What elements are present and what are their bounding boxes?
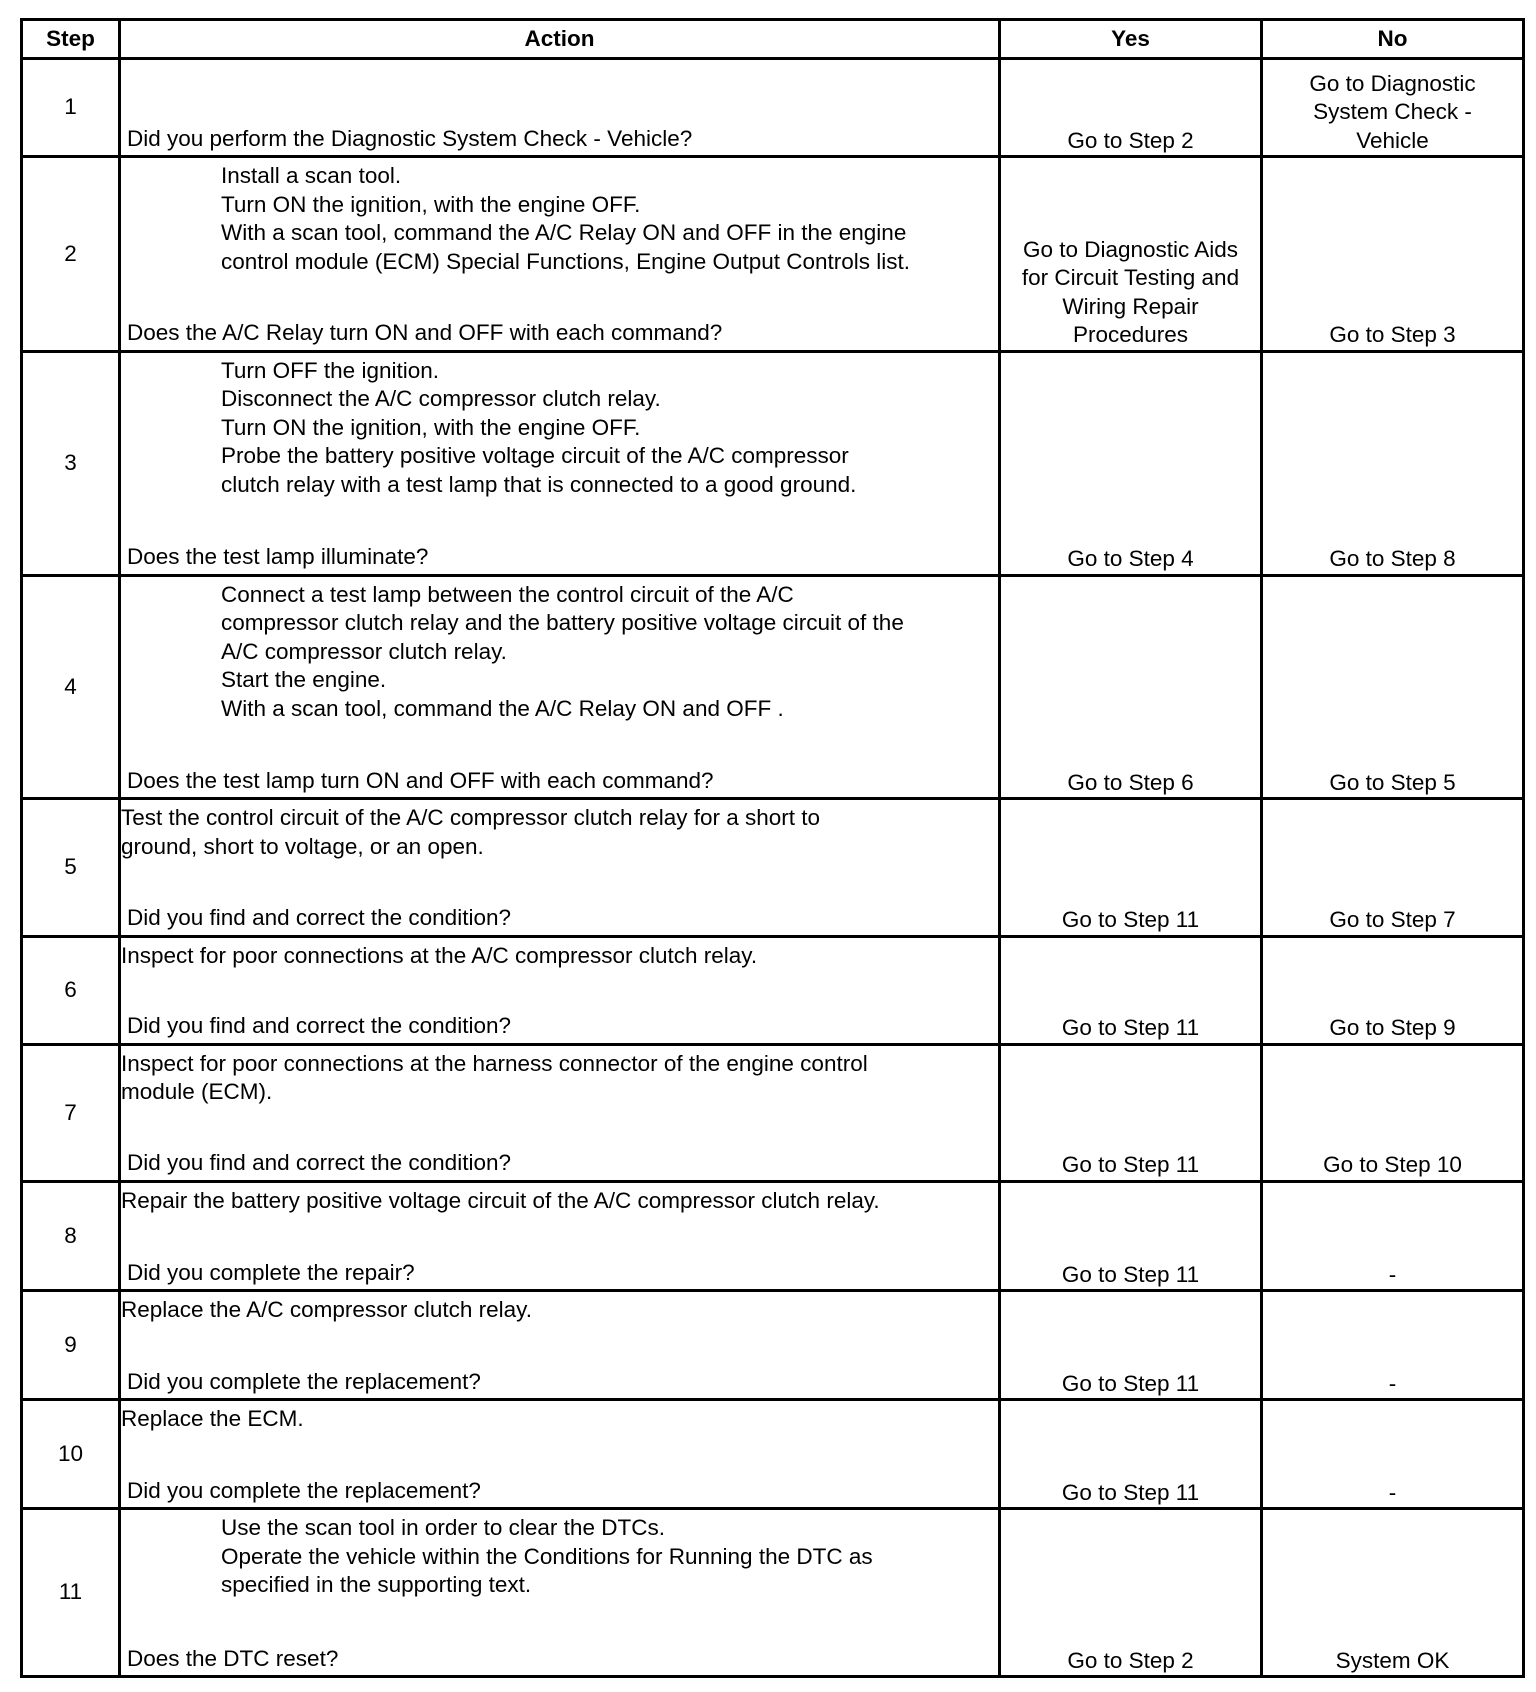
no-result-cell [1262,1509,1524,1677]
action-cell [120,936,1000,1044]
header-step: Step [22,20,120,59]
table-row [22,157,1524,352]
header-no: No [1262,20,1524,59]
yes-result-text: Go to Step 11 [1061,1479,1200,1505]
step-number: 4 [22,575,120,799]
no-result-cell [1262,1181,1524,1290]
action-cell [120,157,1000,352]
no-result-cell [1262,157,1524,352]
yes-result-text: Go to Step 11 [1061,1152,1200,1178]
action-question: Did you complete the repair? [127,1259,415,1285]
action-question: Did you perform the Diagnostic System Check - Vehicle? [127,125,693,151]
table-row [22,1400,1524,1509]
action-cell [120,1400,1000,1509]
diagnostic-table [20,18,1525,1678]
table-row [22,59,1524,157]
no-result-cell [1262,351,1524,575]
yes-result-text: Wiring Repair [1062,293,1199,319]
table-row [22,575,1524,799]
no-result-text: System OK [1335,1647,1450,1673]
action-question: Does the A/C Relay turn ON and OFF with each command? [127,320,723,346]
no-result-text: Go to Diagnostic [1309,70,1476,96]
action-cell [120,1044,1000,1181]
yes-result-cell [1000,157,1262,352]
no-result-text: Vehicle [1356,127,1429,153]
step-number: 2 [22,157,120,352]
action-instructions [121,1510,998,1600]
action-line: ground, short to voltage, or an open. [121,833,484,859]
action-line: Operate the vehicle within the Conditions for Running the DTC as [221,1543,873,1569]
step-number: 11 [22,1509,120,1677]
yes-result-cell [1000,1509,1262,1677]
action-instructions [121,353,998,500]
header-yes: Yes [1000,20,1262,59]
no-result-cell [1262,59,1524,157]
action-question: Does the DTC reset? [127,1645,339,1671]
step-number: 5 [22,799,120,936]
action-question: Does the test lamp illuminate? [127,544,429,570]
action-line: Start the engine. [221,667,387,693]
no-result-text: Go to Step 8 [1329,546,1456,572]
action-question: Did you find and correct the condition? [127,1150,511,1176]
yes-result-cell [1000,1291,1262,1400]
yes-result-cell [1000,1400,1262,1509]
yes-result-text: for Circuit Testing and [1021,265,1240,291]
action-line: A/C compressor clutch relay. [221,638,507,664]
action-cell [120,1291,1000,1400]
action-line: Replace the ECM. [121,1406,304,1432]
header-row [22,20,1524,59]
yes-result-cell [1000,575,1262,799]
action-cell [120,351,1000,575]
no-result-text: Go to Step 7 [1329,907,1456,933]
table-row [22,1291,1524,1400]
table-row [22,936,1524,1044]
table-row [22,1181,1524,1290]
action-line: With a scan tool, command the A/C Relay ON and OFF in the engine [221,220,907,246]
action-instructions [121,577,998,724]
action-instructions [121,1046,998,1107]
action-line: Turn ON the ignition, with the engine OFF. [221,414,641,440]
no-result-text: System Check - [1313,99,1472,125]
action-question: Did you find and correct the condition? [127,1013,511,1039]
no-result-text: Go to Step 9 [1329,1015,1456,1041]
action-cell [120,59,1000,157]
no-result-text: - [1388,1479,1397,1505]
yes-result-cell [1000,59,1262,157]
table-row [22,1044,1524,1181]
action-line: module (ECM). [121,1079,273,1105]
action-line: Test the control circuit of the A/C compressor clutch relay for a short to [121,805,821,831]
action-question: Did you complete the replacement? [127,1477,481,1503]
yes-result-cell [1000,799,1262,936]
action-line: Connect a test lamp between the control circuit of the A/C [221,581,794,607]
no-result-cell [1262,1044,1524,1181]
yes-result-text: Go to Step 2 [1067,127,1194,153]
no-result-cell [1262,575,1524,799]
table-row [22,1509,1524,1677]
action-cell [120,1509,1000,1677]
action-line: specified in the supporting text. [221,1572,532,1598]
step-number: 6 [22,936,120,1044]
action-cell [120,575,1000,799]
action-instructions [121,938,998,971]
no-result-cell [1262,1400,1524,1509]
no-result-cell [1262,799,1524,936]
action-line: Disconnect the A/C compressor clutch relay. [221,386,661,412]
action-question: Did you complete the replacement? [127,1368,481,1394]
action-line: compressor clutch relay and the battery positive voltage circuit of the [221,610,904,636]
no-result-cell [1262,1291,1524,1400]
step-number: 7 [22,1044,120,1181]
action-line: Install a scan tool. [221,163,402,189]
yes-result-text: Procedures [1072,322,1189,348]
yes-result-text: Go to Step 11 [1061,1261,1200,1287]
action-question: Does the test lamp turn ON and OFF with each command? [127,767,714,793]
yes-result-cell [1000,351,1262,575]
action-question: Did you find and correct the condition? [127,905,511,931]
no-result-text: Go to Step 5 [1329,769,1456,795]
action-instructions [121,800,998,861]
step-number: 10 [22,1400,120,1509]
no-result-text: - [1388,1370,1397,1396]
table-row [22,351,1524,575]
no-result-text: Go to Step 10 [1323,1152,1462,1178]
yes-result-text: Go to Step 11 [1061,1015,1200,1041]
action-line: Inspect for poor connections at the A/C compressor clutch relay. [121,942,758,968]
yes-result-text: Go to Step 4 [1067,546,1194,572]
yes-result-text: Go to Diagnostic Aids [1022,236,1239,262]
action-cell [120,1181,1000,1290]
action-instructions [121,158,998,276]
yes-result-text: Go to Step 2 [1067,1647,1194,1673]
yes-result-text: Go to Step 6 [1067,769,1194,795]
action-cell [120,799,1000,936]
yes-result-text: Go to Step 11 [1061,907,1200,933]
action-line: Probe the battery positive voltage circuit of the A/C compressor [221,443,849,469]
header-action: Action [120,20,1000,59]
action-instructions [121,1401,998,1434]
no-result-text: Go to Step 3 [1329,322,1456,348]
action-line: Replace the A/C compressor clutch relay. [121,1297,533,1323]
yes-result-cell [1000,1044,1262,1181]
table-row [22,799,1524,936]
no-result-cell [1262,936,1524,1044]
action-instructions [121,1292,998,1325]
no-result-text: - [1388,1261,1397,1287]
action-line: clutch relay with a test lamp that is connected to a good ground. [221,471,857,497]
action-line: Use the scan tool in order to clear the DTCs. [221,1515,665,1541]
yes-result-cell [1000,936,1262,1044]
step-number: 1 [22,59,120,157]
action-line: With a scan tool, command the A/C Relay ON and OFF . [221,695,784,721]
action-line: Inspect for poor connections at the harness connector of the engine control [121,1050,868,1076]
yes-result-text: Go to Step 11 [1061,1370,1200,1396]
action-instructions [121,1183,998,1216]
action-line: control module (ECM) Special Functions, Engine Output Controls list. [221,248,911,274]
step-number: 8 [22,1181,120,1290]
action-line: Turn ON the ignition, with the engine OFF. [221,191,641,217]
action-line: Turn OFF the ignition. [221,357,440,383]
yes-result-cell [1000,1181,1262,1290]
step-number: 3 [22,351,120,575]
action-line: Repair the battery positive voltage circuit of the A/C compressor clutch relay. [121,1187,880,1213]
action-instructions [121,60,998,64]
step-number: 9 [22,1291,120,1400]
